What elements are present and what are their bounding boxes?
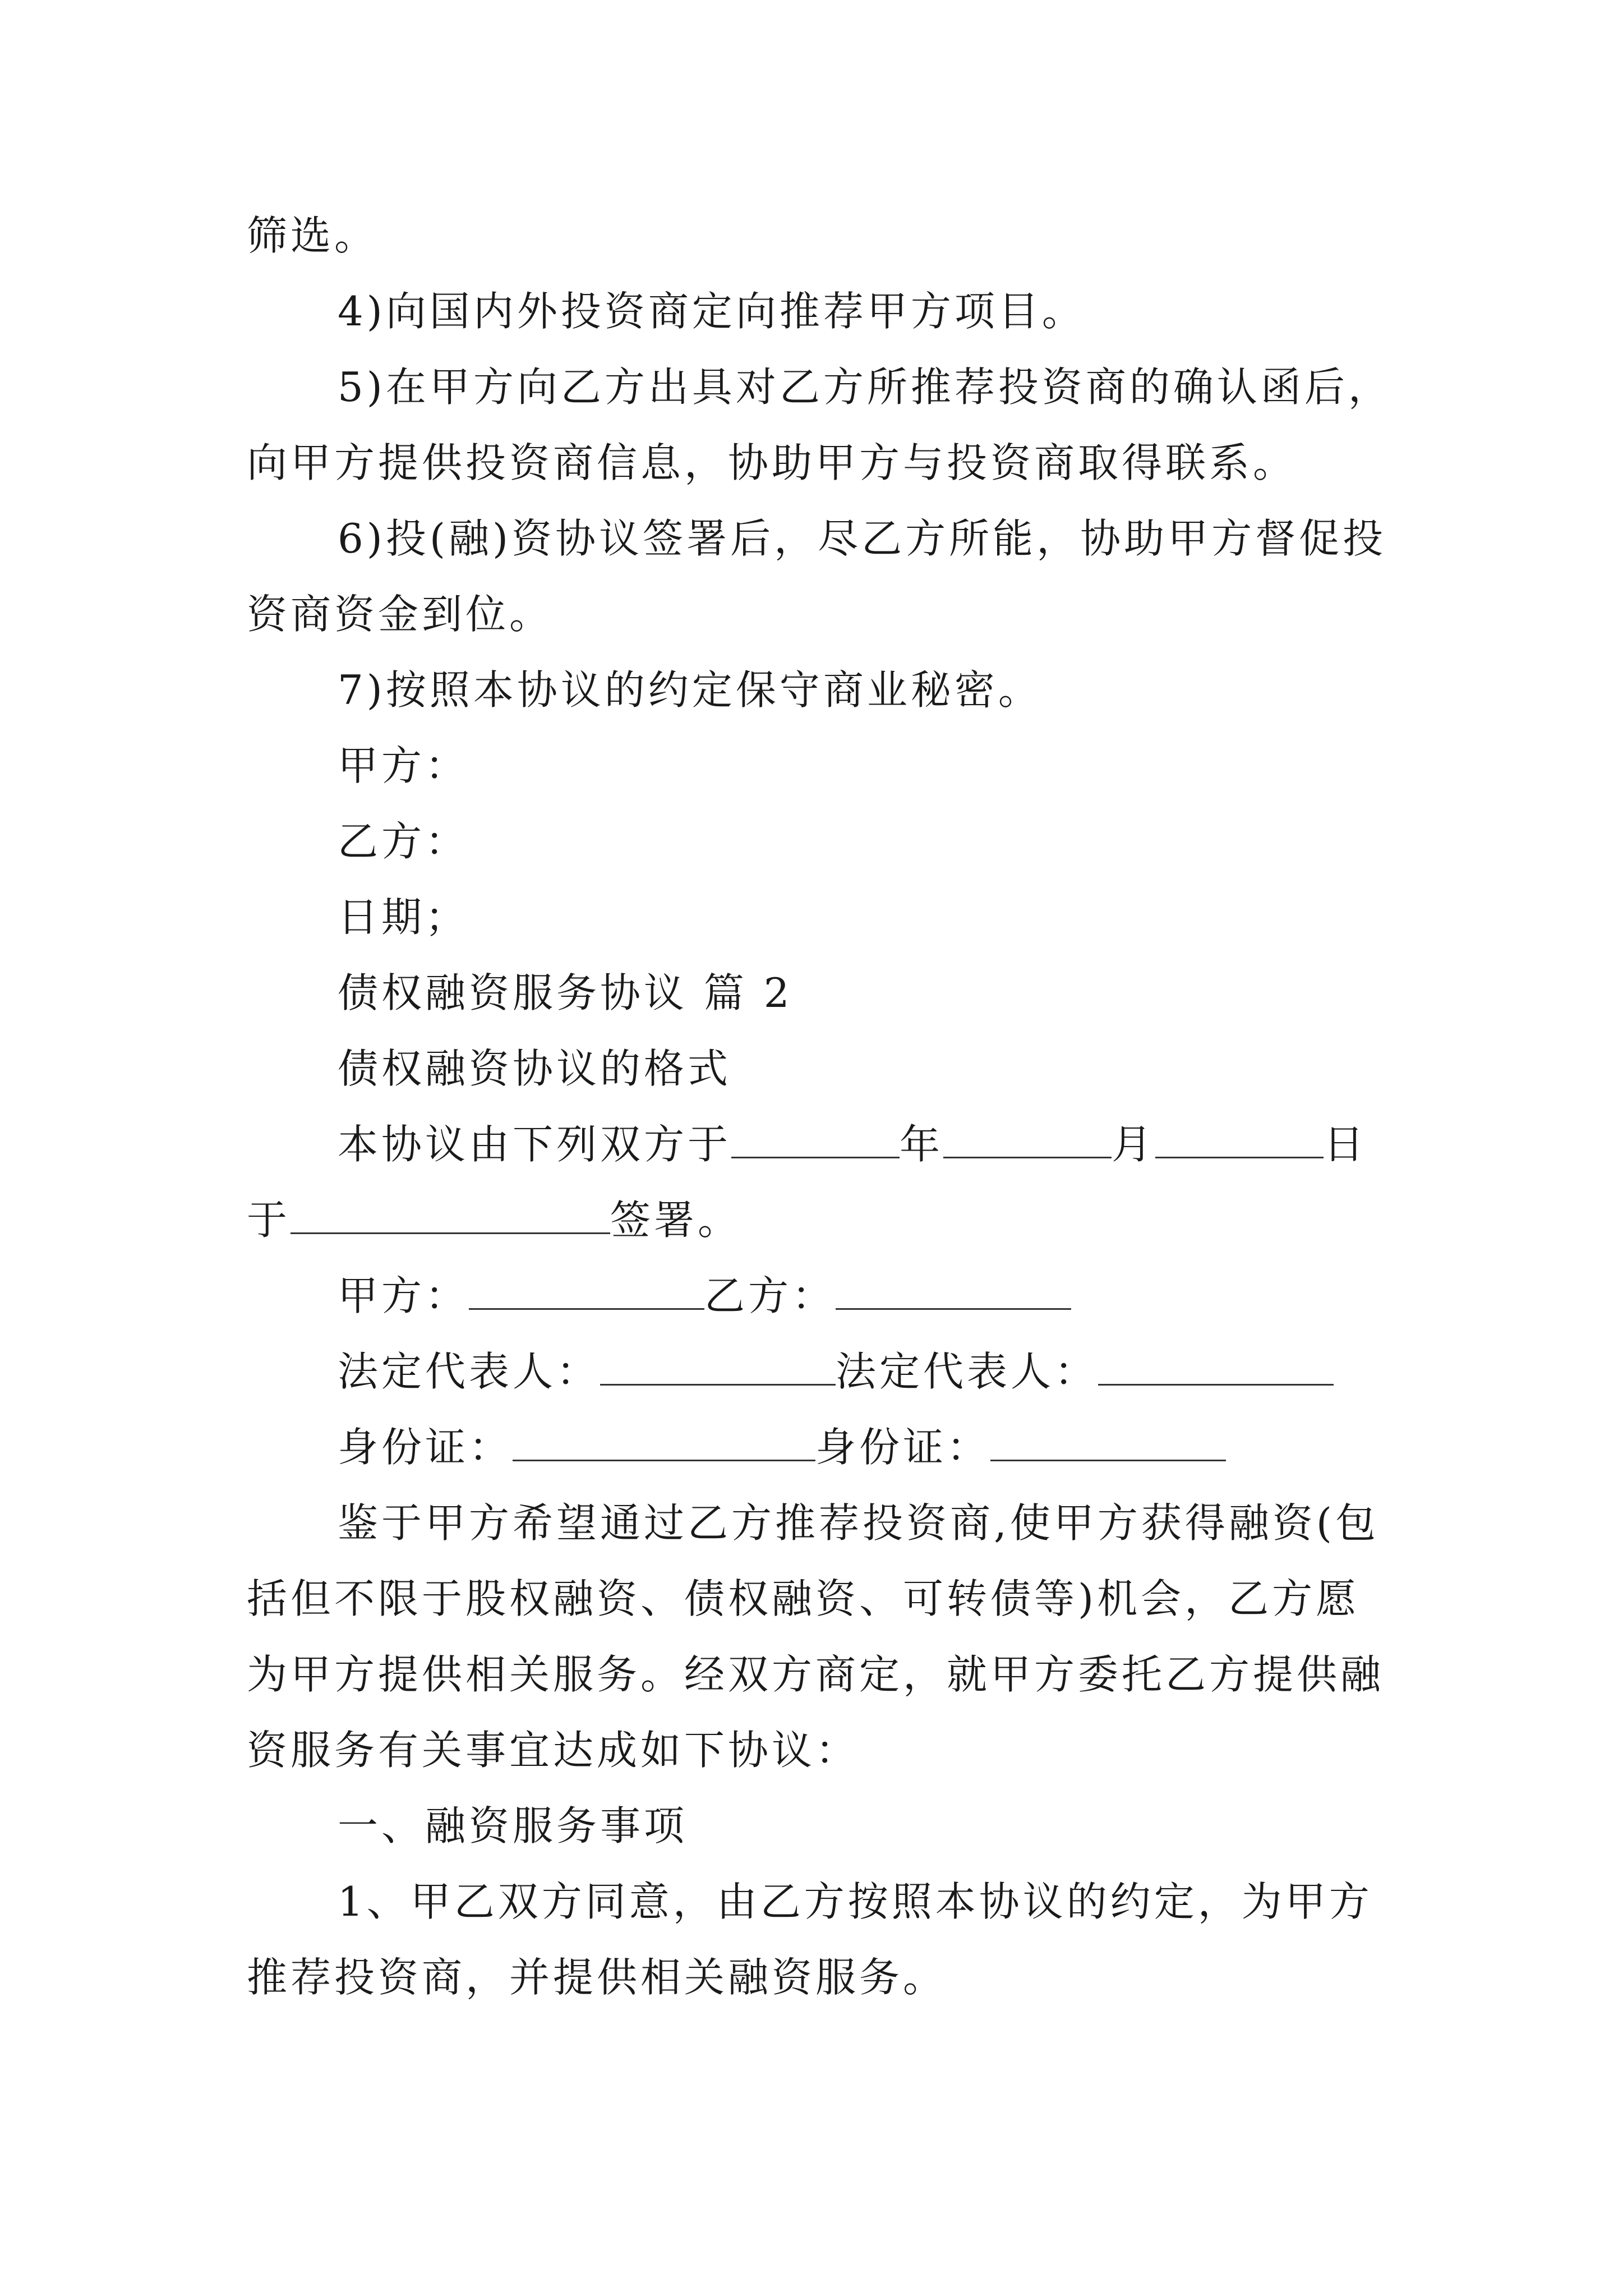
text-segment: 年 — [900, 1121, 944, 1168]
text-segment: 月 — [1112, 1121, 1156, 1168]
section-heading: 债权融资服务协议 篇 2 — [338, 969, 793, 1016]
parties-line — [338, 1268, 1071, 1324]
signing-place-line — [247, 1192, 741, 1248]
section-subheading: 债权融资协议的格式 — [338, 1045, 732, 1092]
text-segment: 身份证： — [338, 1424, 513, 1471]
party-a-rep-blank — [600, 1345, 836, 1386]
text-segment: 日 — [1324, 1121, 1368, 1168]
text-segment: 本协议由下列双方于 — [338, 1121, 732, 1168]
year-blank — [731, 1117, 900, 1158]
date-label: 日期； — [338, 894, 469, 941]
party-b-label: 乙方： — [338, 818, 469, 865]
legal-rep-line — [338, 1343, 1334, 1400]
day-blank — [1155, 1117, 1324, 1158]
text-line: 4)向国内外投资商定向推荐甲方项目。 — [338, 288, 1086, 335]
clause-heading: 一、融资服务事项 — [338, 1802, 688, 1849]
text-line: 推荐投资商，并提供相关融资服务。 — [247, 1954, 947, 2001]
party-a-blank — [469, 1269, 704, 1310]
text-line: 5)在甲方向乙方出具对乙方所推荐投资商的确认函后， — [338, 364, 1392, 411]
party-b-id-blank — [990, 1420, 1226, 1461]
party-b-blank — [836, 1269, 1071, 1310]
text-line: 向甲方提供投资商信息，协助甲方与投资商取得联系。 — [247, 439, 1297, 486]
text-segment: 乙方： — [704, 1272, 836, 1319]
text-line: 为甲方提供相关服务。经双方商定，就甲方委托乙方提供融 — [247, 1651, 1385, 1698]
id-card-line — [338, 1419, 1226, 1475]
text-line: 筛选。 — [247, 212, 379, 259]
text-segment: 身份证： — [815, 1424, 991, 1471]
text-segment: 法定代表人： — [338, 1348, 601, 1395]
text-line: 资服务有关事宜达成如下协议： — [247, 1727, 860, 1774]
text-line: 资商资金到位。 — [247, 591, 554, 638]
text-line: 鉴于甲方希望通过乙方推荐投资商,使甲方获得融资(包 — [338, 1499, 1379, 1547]
text-segment: 于 — [247, 1197, 291, 1244]
text-line: 7)按照本协议的约定保守商业秘密。 — [338, 666, 1042, 714]
text-segment: 甲方： — [338, 1272, 469, 1319]
signing-date-line — [338, 1116, 1367, 1172]
month-blank — [943, 1117, 1112, 1158]
text-line: 括但不限于股权融资、债权融资、可转债等)机会，乙方愿 — [247, 1575, 1360, 1622]
text-line: 1、甲乙双方同意，由乙方按照本协议的约定，为甲方 — [338, 1878, 1373, 1925]
place-blank — [291, 1193, 610, 1234]
party-b-rep-blank — [1098, 1345, 1334, 1386]
text-segment: 签署。 — [610, 1197, 742, 1244]
party-a-id-blank — [513, 1420, 815, 1461]
party-a-label: 甲方： — [338, 742, 469, 789]
text-line: 6)投(融)资协议签署后，尽乙方所能，协助甲方督促投 — [338, 515, 1387, 562]
text-segment: 法定代表人： — [836, 1348, 1099, 1395]
